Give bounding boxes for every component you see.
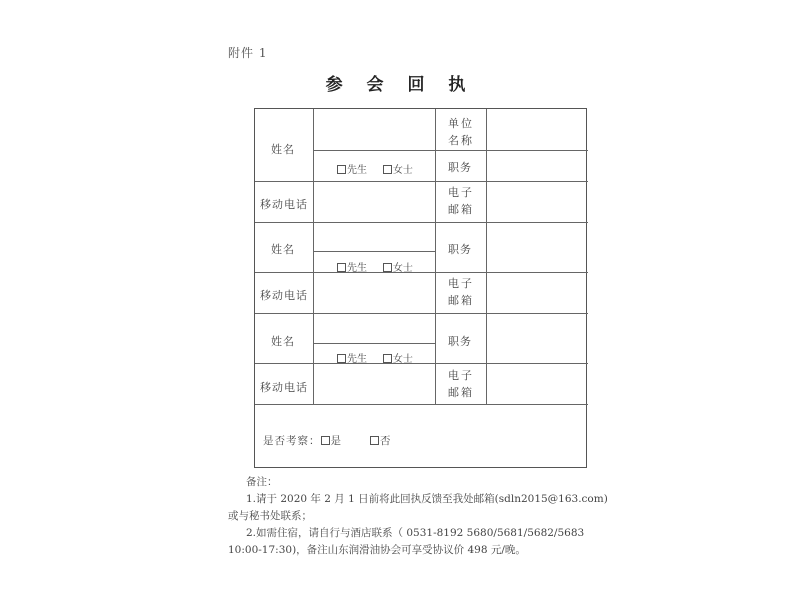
email-label [448,184,478,218]
row-divider [255,404,588,405]
checkbox-ms[interactable] [383,165,392,174]
attachment-label: 附件 1 [228,46,268,60]
checkbox-yes[interactable] [321,436,330,445]
notes-section [228,474,608,559]
notes-line-4: 10:00-17:30)，备注山东润滑油协会可享受协议价 498 元/晚。 [228,544,526,556]
mobile-label: 移动电话 [260,381,308,394]
checkbox-ms[interactable] [383,263,392,272]
gender-options [337,350,413,365]
inspection-question: 是否考察： [263,435,321,447]
checkbox-mr[interactable] [337,263,346,272]
name-label: 姓名 [271,243,295,256]
email-label-line2: 邮箱 [448,386,474,399]
inspection-no-option [370,433,392,448]
column-divider [435,109,436,404]
row-divider [313,150,588,151]
position-label: 职务 [448,161,472,174]
option-mr-label: 先生 [347,165,367,176]
checkbox-mr[interactable] [337,165,346,174]
row-divider [255,272,588,273]
column-divider [313,109,314,404]
email-label-line2: 邮箱 [448,294,474,307]
page-title: 参 会 回 执 [325,75,475,95]
row-divider [255,222,588,223]
notes-heading: 备注： [246,476,278,488]
notes-line-2: 或与秘书处联系； [228,510,312,522]
unit-label [448,115,478,149]
row-divider [255,363,588,364]
row-divider [255,181,588,182]
name-label: 姓名 [271,143,295,156]
email-label [448,275,478,309]
checkbox-ms[interactable] [383,354,392,363]
checkbox-mr[interactable] [337,354,346,363]
email-label-line1: 电子 [448,369,474,382]
gender-options [337,161,413,176]
mobile-label: 移动电话 [260,289,308,302]
email-label-line2: 邮箱 [448,203,474,216]
inspection-row [263,433,342,448]
option-yes-label: 是 [330,435,342,447]
notes-line-1: 1.请于 2020 年 2 月 1 日前将此回执反馈至我处邮箱(sdln2015@163.com) [246,493,608,505]
mobile-label: 移动电话 [260,198,308,211]
column-divider [486,109,487,404]
position-label: 职务 [448,335,472,348]
notes-line-3: 2.如需住宿，请自行与酒店联系（ 0531-8192 5680/5681/5682/5683 [246,527,585,539]
option-no-label: 否 [380,435,392,447]
row-divider [313,251,435,252]
email-label-line1: 电子 [448,186,474,199]
unit-label-line1: 单位 [448,117,474,130]
name-label: 姓名 [271,335,295,348]
option-ms-label: 女士 [392,354,413,365]
gender-options [337,259,413,274]
option-ms-label: 女士 [392,165,413,176]
option-ms-label: 女士 [392,263,413,274]
email-label [448,367,478,401]
unit-label-line2: 名称 [448,134,474,147]
email-label-line1: 电子 [448,277,474,290]
row-divider [313,343,435,344]
option-mr-label: 先生 [347,354,367,365]
registration-form [254,108,587,468]
option-mr-label: 先生 [347,263,367,274]
row-divider [255,313,588,314]
checkbox-no[interactable] [370,436,379,445]
position-label: 职务 [448,243,472,256]
